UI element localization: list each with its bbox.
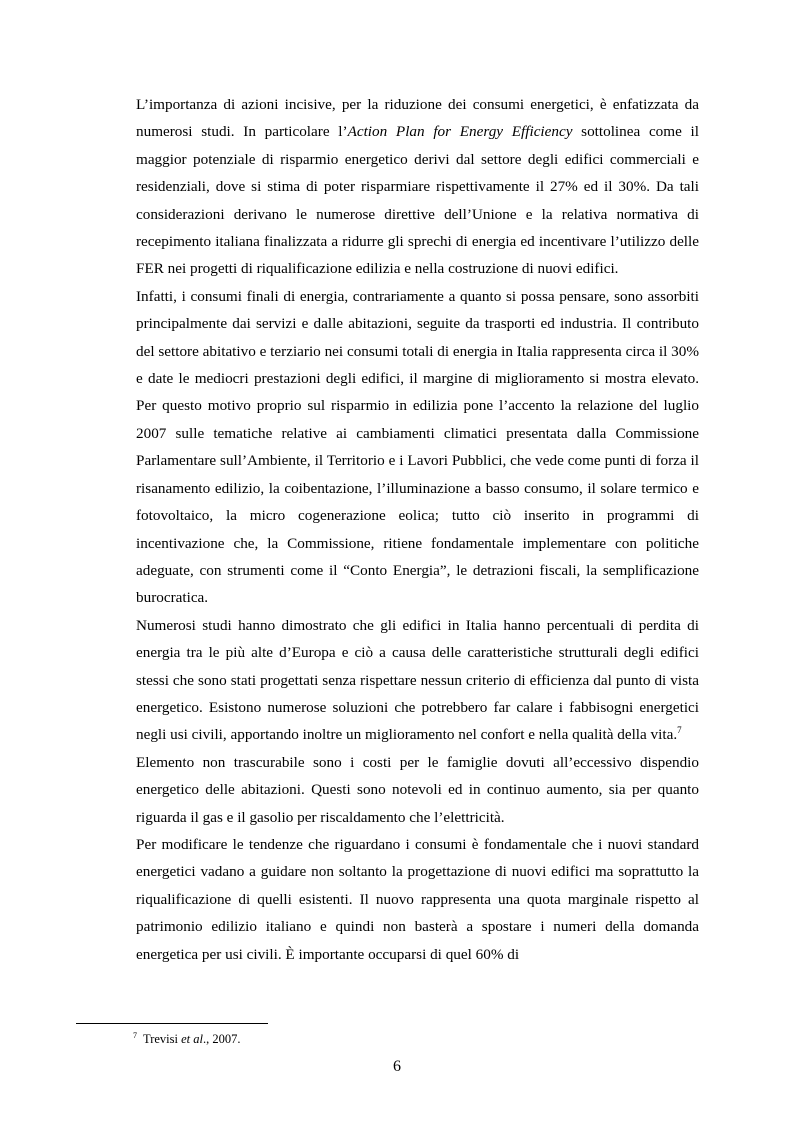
- footnote-author: Trevisi: [143, 1032, 182, 1046]
- footnote: [133, 1031, 240, 1047]
- action-plan-title: Action Plan for Energy Efficiency: [347, 123, 573, 141]
- paragraph-3-text: Numerosi studi hanno dimostrato che gli edifici in Italia hanno percentuali di perdita di energia tra le più alte d’Europa e ciò a causa delle caratteristiche strutturali degli edifici stessi che sono stati progettati senza rispettare nessun criterio di efficienza dal punto di vista energetico. Esistono numerose soluzioni che potrebbero far calare i fabbisogni energetici negli usi civili, apportando inoltre un miglioramento nel confort e nella qualità della vita.: [136, 616, 699, 744]
- paragraph-4: Elemento non trascurabile sono i costi per le famiglie dovuti all’eccessivo dispendio energetico delle abitazioni. Questi sono notevoli ed in continuo aumento, sia per quanto riguarda il gas e il gasolio per riscaldamento che l’elettricità.: [136, 753, 699, 826]
- paragraph-1-text-end: sottolinea come il maggior potenziale di risparmio energetico derivi dal settore degli edifici commerciali e residenziali, dove si stima di poter risparmiare rispettivamente il 27% ed il 30%. Da tali considerazioni derivano le numerose direttive dell’Unione e la relativa normativa di recepimento italiana finalizzata a ridurre gli sprechi di energia ed incentivare l’utilizzo delle FER nei progetti di riqualificazione edilizia e nella costruzione di nuovi edifici.: [136, 123, 699, 278]
- paragraph-1: [136, 91, 699, 283]
- paragraph-1-text-start: L’importanza di azioni incisive, per la riduzione dei consumi energetici, è enfatizzata da numerosi studi. In particolare l’: [136, 96, 699, 141]
- footnote-reference[interactable]: 7: [677, 725, 682, 736]
- paragraph-2: Infatti, i consumi finali di energia, contrariamente a quanto si possa pensare, sono assorbiti principalmente dai servizi e dalle abitazioni, seguite da trasporti ed industria. Il contributo del settore abitativo e terziario nei consumi totali di energia in Italia rappresenta circa il 30% e date le mediocri prestazioni degli edifici, il margine di miglioramento si mostra elevato. Per questo motivo proprio sul risparmio in edilizia pone l’accento la relazione del luglio 2007 sulle tematiche relative ai cambiamenti climatici presentata dalla Commissione Parlamentare sull’Ambiente, il Territorio e i Lavori Pubblici, che vede come punti di forza il risanamento edilizio, la coibentazione, l’illuminazione a basso consumo, il solare termico e fotovoltaico, la micro cogenerazione eolica; tutto ciò inserito in programmi di incentivazione che, la Commissione, ritiene fondamentale implementare con politiche adeguate, con strumenti come il “Conto Energia”, le detrazioni fiscali, la semplificazione burocratica.: [136, 287, 699, 607]
- footnote-number: 7: [133, 1031, 137, 1040]
- body-text: [136, 91, 699, 968]
- footnote-etal: et al: [181, 1032, 203, 1046]
- footnote-separator: [76, 1023, 268, 1024]
- page-number: 6: [393, 1058, 401, 1075]
- footnote-year: ., 2007.: [202, 1032, 241, 1046]
- paragraph-5: Per modificare le tendenze che riguardano i consumi è fondamentale che i nuovi standard energetici vadano a guidare non soltanto la progettazione di nuovi edifici ma soprattutto la riqualificazione di quelli esistenti. Il nuovo rappresenta una quota marginale rispetto al patrimonio edilizio italiano e quindi non basterà a spostare i numeri della domanda energetica per usi civili. È importante occuparsi di quel 60% di: [136, 835, 699, 963]
- paragraph-3: [136, 612, 699, 749]
